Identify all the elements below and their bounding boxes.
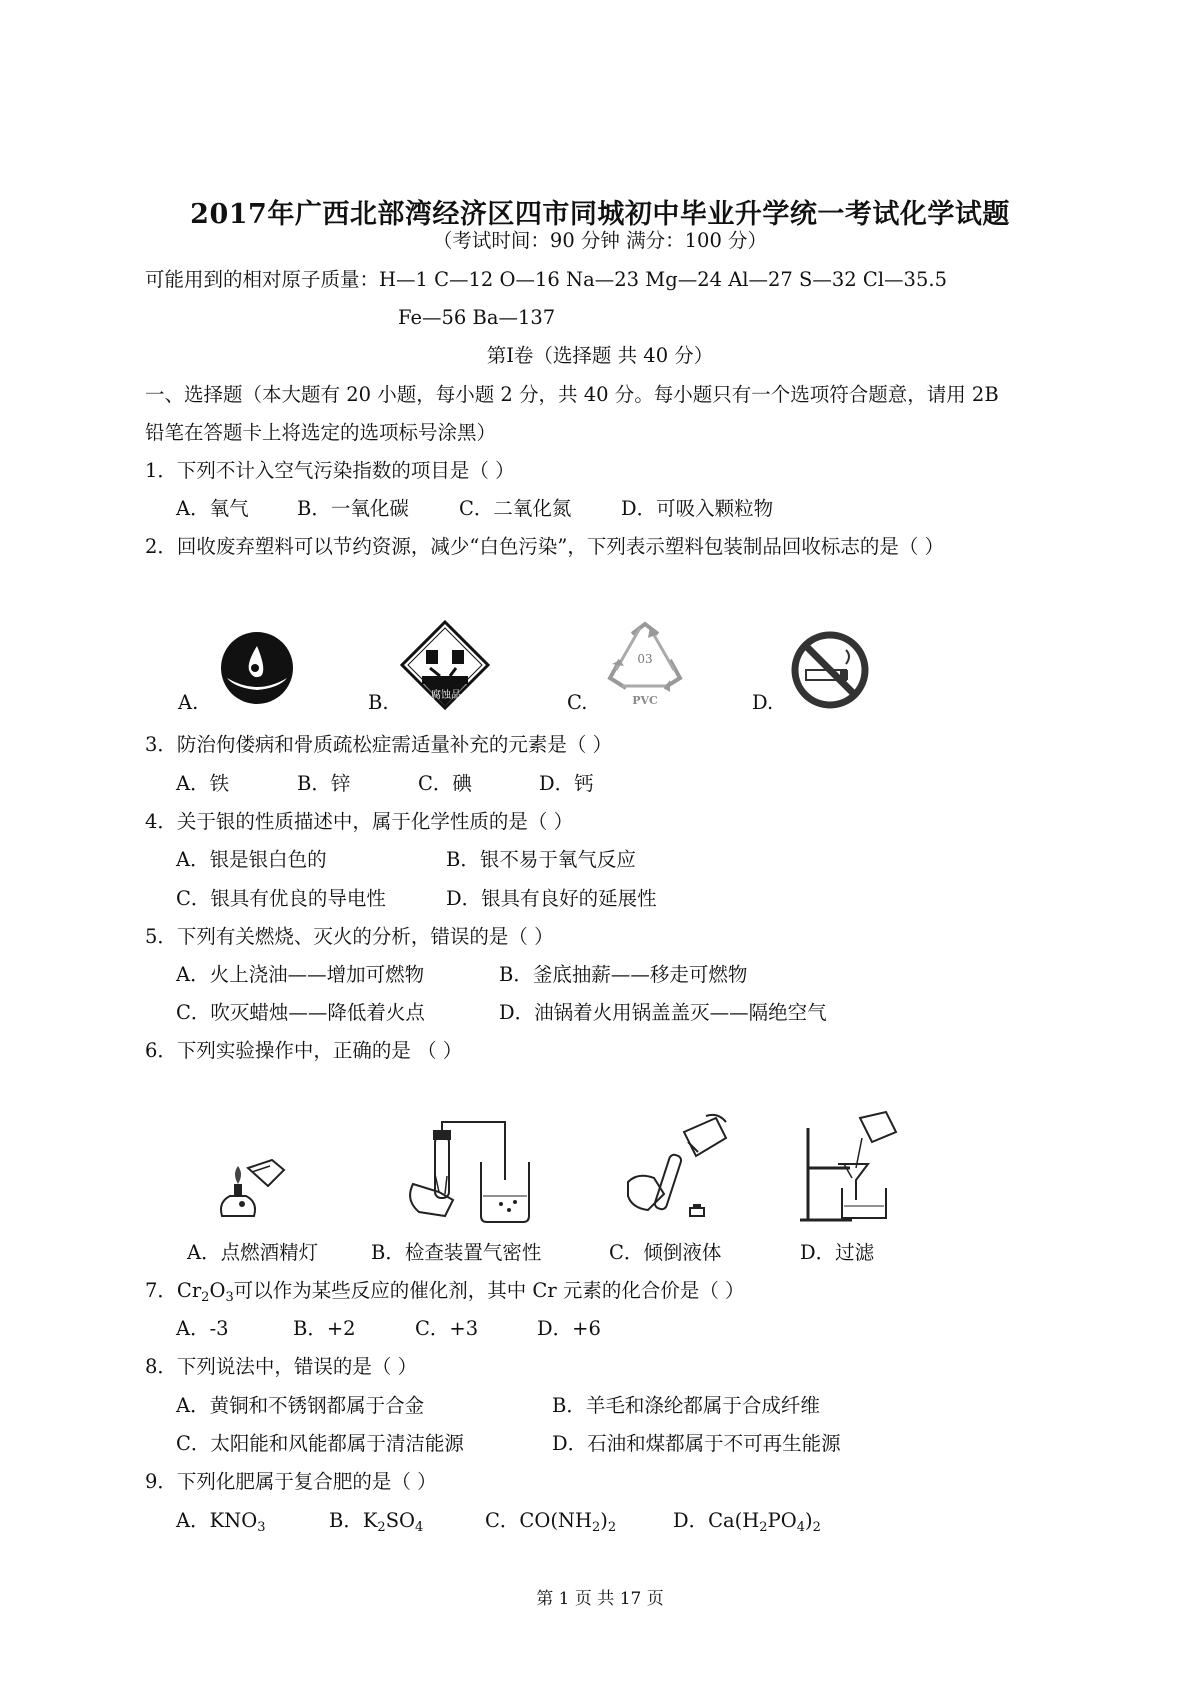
page-footer: 第 1 页 共 17 页 (536, 1589, 664, 1609)
question-6-option-c: C．倾倒液体 (609, 1241, 722, 1264)
question-2-option-c: C. (567, 691, 588, 714)
question-5-option-c: C．吹灭蜡烛——降低着火点 (176, 1001, 425, 1024)
question-3-option-d: D．钙 (539, 772, 594, 795)
question-1-stem: 1．下列不计入空气污染指数的项目是（ ） (145, 459, 515, 482)
question-4-option-d: D．银具有良好的延展性 (446, 887, 657, 910)
question-6-option-d: D．过滤 (800, 1241, 875, 1264)
question-9-option-d: D．$Ca(H_2PO_4)_2$ (673, 1509, 821, 1535)
question-2-stem: 2．回收废弃塑料可以节约资源，减少“白色污染”，下列表示塑料包装制品回收标志的是（ ） (145, 535, 945, 558)
question-8-stem: 8．下列说法中，错误的是（ ） (145, 1355, 418, 1378)
light-alcohol-lamp-image (212, 1150, 292, 1220)
question-4-option-c: C．银具有优良的导电性 (176, 887, 386, 910)
water-saving-symbol-image (219, 628, 295, 708)
question-6-option-a: A．点燃酒精灯 (187, 1241, 319, 1264)
question-1-option-a: A．氧气 (176, 497, 249, 520)
recycle-number: 03 (637, 652, 653, 666)
filtration-image (800, 1108, 900, 1224)
question-5-option-a: A．火上浇油——增加可燃物 (176, 963, 425, 986)
question-3-option-b: B．锌 (297, 772, 351, 795)
question-5-option-b: B．釜底抽薪——移走可燃物 (499, 963, 748, 986)
page-title: 2017年广西北部湾经济区四市同城初中毕业升学统一考试化学试题 (190, 199, 1010, 230)
section-title: 第Ⅰ卷（选择题 共 40 分） (486, 344, 714, 367)
question-9-option-b: B．$K_2SO_4$ (329, 1509, 424, 1535)
recycle-text: PVC (632, 694, 658, 707)
question-6-stem: 6．下列实验操作中，正确的是 （ ） (145, 1039, 463, 1062)
question-5-stem: 5．下列有关燃烧、灭火的分析，错误的是（ ） (145, 925, 554, 948)
question-7-stem: 7．$Cr_2O_3$可以作为某些反应的催化剂，其中 Cr 元素的化合价是（ ） (145, 1279, 745, 1305)
question-7-option-c: C．+3 (415, 1317, 479, 1340)
question-6-option-b: B．检查装置气密性 (371, 1241, 542, 1264)
question-3-option-c: C．碘 (418, 772, 472, 795)
question-4-option-a: A．银是银白色的 (176, 848, 327, 871)
instructions-line-2: 铅笔在答题卡上将选定的选项标号涂黑） (145, 421, 497, 444)
question-8-option-a: A．黄铜和不锈钢都属于合金 (176, 1394, 425, 1417)
atomic-mass-line-1: 可能用到的相对原子质量：H—1 C—12 O—16 Na—23 Mg—24 Al—27 S—32 Cl—35.5 (145, 268, 947, 291)
question-1-option-b: B．一氧化碳 (297, 497, 409, 520)
question-1-option-d: D．可吸入颗粒物 (621, 497, 774, 520)
question-8-option-b: B．羊毛和涤纶都属于合成纤维 (552, 1394, 820, 1417)
question-9-stem: 9．下列化肥属于复合肥的是（ ） (145, 1470, 437, 1493)
pour-liquid-image (618, 1112, 728, 1224)
question-2-option-d: D. (752, 691, 774, 714)
question-4-option-b: B．银不易于氧气反应 (446, 848, 636, 871)
question-8-option-d: D．石油和煤都属于不可再生能源 (552, 1432, 841, 1455)
question-2-option-a: A. (178, 691, 199, 714)
question-5-option-d: D．油锅着火用锅盖盖灭——隔绝空气 (499, 1001, 827, 1024)
question-2-option-b: B. (368, 691, 389, 714)
atomic-mass-line-2: Fe—56 Ba—137 (398, 306, 556, 329)
question-9-option-a: A．$KNO_3$ (176, 1509, 266, 1535)
exam-info: （考试时间：90 分钟 满分：100 分） (432, 229, 768, 252)
question-4-stem: 4．关于银的性质描述中，属于化学性质的是（ ） (145, 810, 574, 833)
question-3-option-a: A．铁 (176, 772, 230, 795)
question-7-option-b: B．+2 (293, 1317, 356, 1340)
instructions-line-1: 一、选择题（本大题有 20 小题，每小题 2 分，共 40 分。每小题只有一个选项符合题意，请用 2B (145, 383, 999, 406)
corrosive-label: 腐蚀品 (431, 690, 461, 701)
question-7-option-d: D．+6 (537, 1317, 601, 1340)
no-smoking-symbol-image (790, 630, 870, 710)
question-8-option-c: C．太阳能和风能都属于清洁能源 (176, 1432, 464, 1455)
question-9-option-c: C．$CO(NH_2)_2$ (485, 1509, 617, 1535)
question-1-option-c: C．二氧化氮 (459, 497, 572, 520)
check-airtightness-image (405, 1120, 535, 1230)
question-3-stem: 3．防治佝偻病和骨质疏松症需适量补充的元素是（ ） (145, 733, 613, 756)
question-7-option-a: A．-3 (176, 1317, 229, 1340)
